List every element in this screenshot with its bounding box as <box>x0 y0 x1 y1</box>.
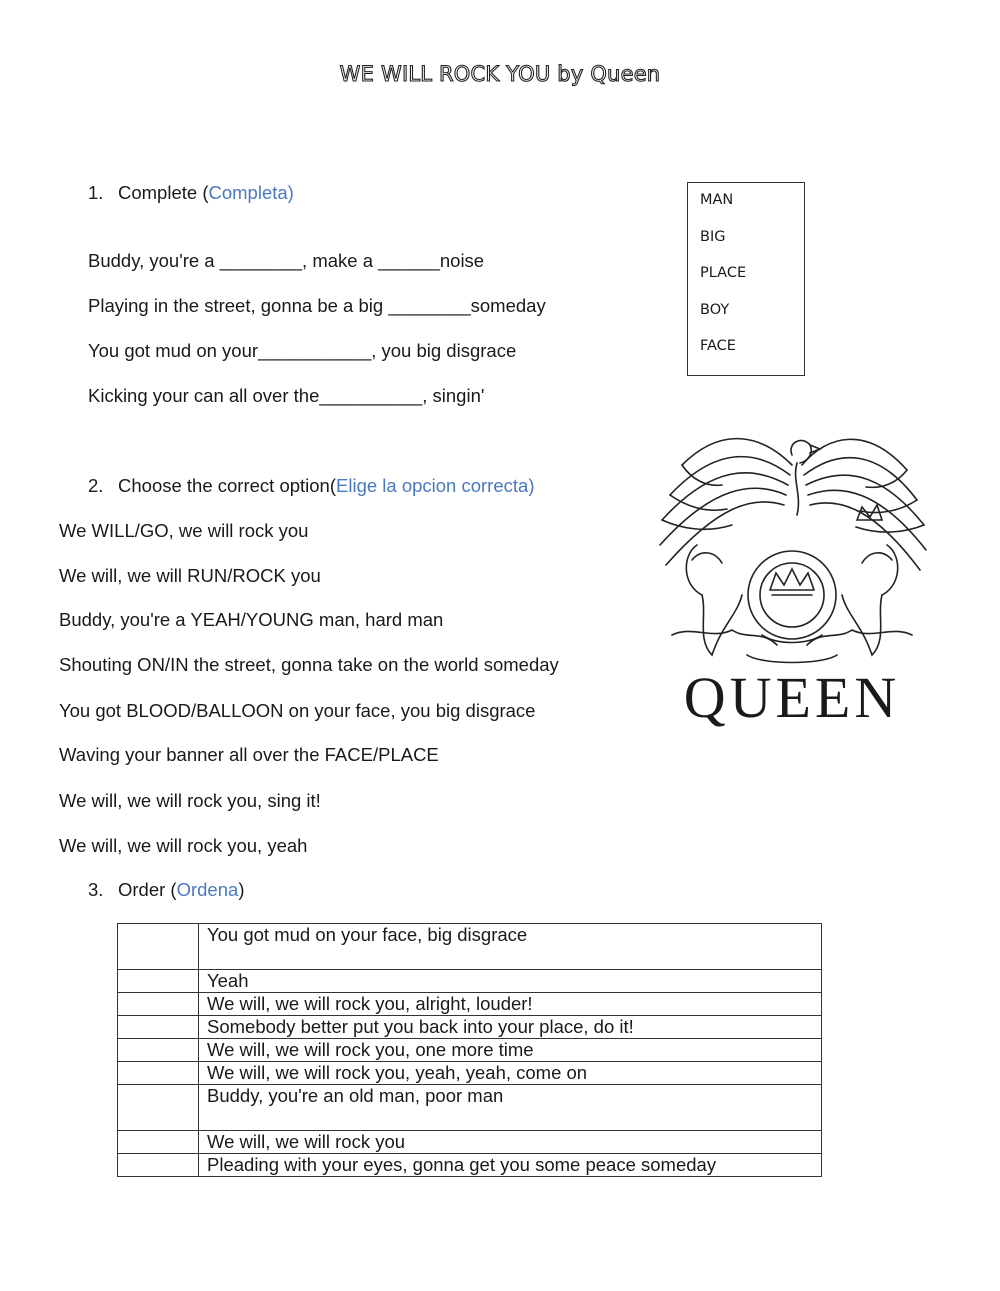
fill-line-2: Playing in the street, gonna be a big ________someday <box>88 295 546 316</box>
fill-line-3: You got mud on your___________, you big disgrace <box>88 340 517 361</box>
option-line-6: Waving your banner all over the FACE/PLACE <box>59 744 439 765</box>
order-number-cell[interactable] <box>118 1085 199 1131</box>
option-line-8: We will, we will rock you, yeah <box>59 835 308 856</box>
section2-label-es: Elige la opcion correcta) <box>336 475 535 496</box>
order-number-cell[interactable] <box>118 1154 199 1177</box>
section3-number: 3. <box>88 879 104 900</box>
table-row <box>118 1131 822 1154</box>
section3-label: Order ( <box>118 879 177 900</box>
order-line-cell: You got mud on your face, big disgrace <box>199 924 822 970</box>
section1-label: Complete ( <box>118 182 209 203</box>
section2-number: 2. <box>88 475 104 496</box>
table-row <box>118 1062 822 1085</box>
order-line-cell: Buddy, you're an old man, poor man <box>199 1085 822 1131</box>
order-line-cell: Somebody better put you back into your place, do it! <box>199 1016 822 1039</box>
order-number-cell[interactable] <box>118 993 199 1016</box>
section1-heading <box>88 182 294 204</box>
table-row <box>118 1154 822 1177</box>
option-line-1: We WILL/GO, we will rock you <box>59 520 309 541</box>
option-line-7: We will, we will rock you, sing it! <box>59 790 321 811</box>
queen-logo-text: QUEEN <box>683 665 901 730</box>
order-line-cell: Pleading with your eyes, gonna get you some peace someday <box>199 1154 822 1177</box>
section2-label: Choose the correct option( <box>118 475 337 496</box>
order-number-cell[interactable] <box>118 1039 199 1062</box>
option-line-3: Buddy, you're a YEAH/YOUNG man, hard man <box>59 609 444 630</box>
word-box-item: BOY <box>700 302 730 318</box>
option-line-5: You got BLOOD/BALLOON on your face, you big disgrace <box>59 700 536 721</box>
fill-line-1: Buddy, you're a ________, make a ______noise <box>88 250 485 271</box>
word-box-item: MAN <box>700 192 734 208</box>
order-number-cell[interactable] <box>118 1016 199 1039</box>
option-line-4: Shouting ON/IN the street, gonna take on the world someday <box>59 654 559 675</box>
section3-heading <box>88 879 244 901</box>
word-box-item: PLACE <box>700 265 747 281</box>
word-box <box>687 182 805 376</box>
order-number-cell[interactable] <box>118 1062 199 1085</box>
order-line-cell: We will, we will rock you, one more time <box>199 1039 822 1062</box>
section3-label-end: ) <box>238 879 245 900</box>
section3-label-es: Ordena <box>176 879 239 900</box>
word-box-item: FACE <box>700 338 736 354</box>
word-box-item: BIG <box>700 229 726 245</box>
order-number-cell[interactable] <box>118 970 199 993</box>
section1-number: 1. <box>88 182 104 203</box>
table-row <box>118 924 822 970</box>
order-line-cell: We will, we will rock you, yeah, yeah, come on <box>199 1062 822 1085</box>
section2-heading <box>88 475 534 497</box>
table-row <box>118 1039 822 1062</box>
order-number-cell[interactable] <box>118 924 199 970</box>
order-line-cell: Yeah <box>199 970 822 993</box>
fill-line-4: Kicking your can all over the__________, singin' <box>88 385 485 406</box>
table-row <box>118 1016 822 1039</box>
table-row <box>118 1085 822 1131</box>
section1-label-es: Completa) <box>208 182 294 203</box>
option-line-2: We will, we will RUN/ROCK you <box>59 565 321 586</box>
table-row <box>118 993 822 1016</box>
order-line-cell: We will, we will rock you, alright, louder! <box>199 993 822 1016</box>
order-number-cell[interactable] <box>118 1131 199 1154</box>
queen-crest-logo <box>652 425 932 745</box>
page-title: WE WILL ROCK YOU by Queen <box>339 62 661 86</box>
order-table <box>117 923 822 1177</box>
order-line-cell: We will, we will rock you <box>199 1131 822 1154</box>
table-row <box>118 970 822 993</box>
